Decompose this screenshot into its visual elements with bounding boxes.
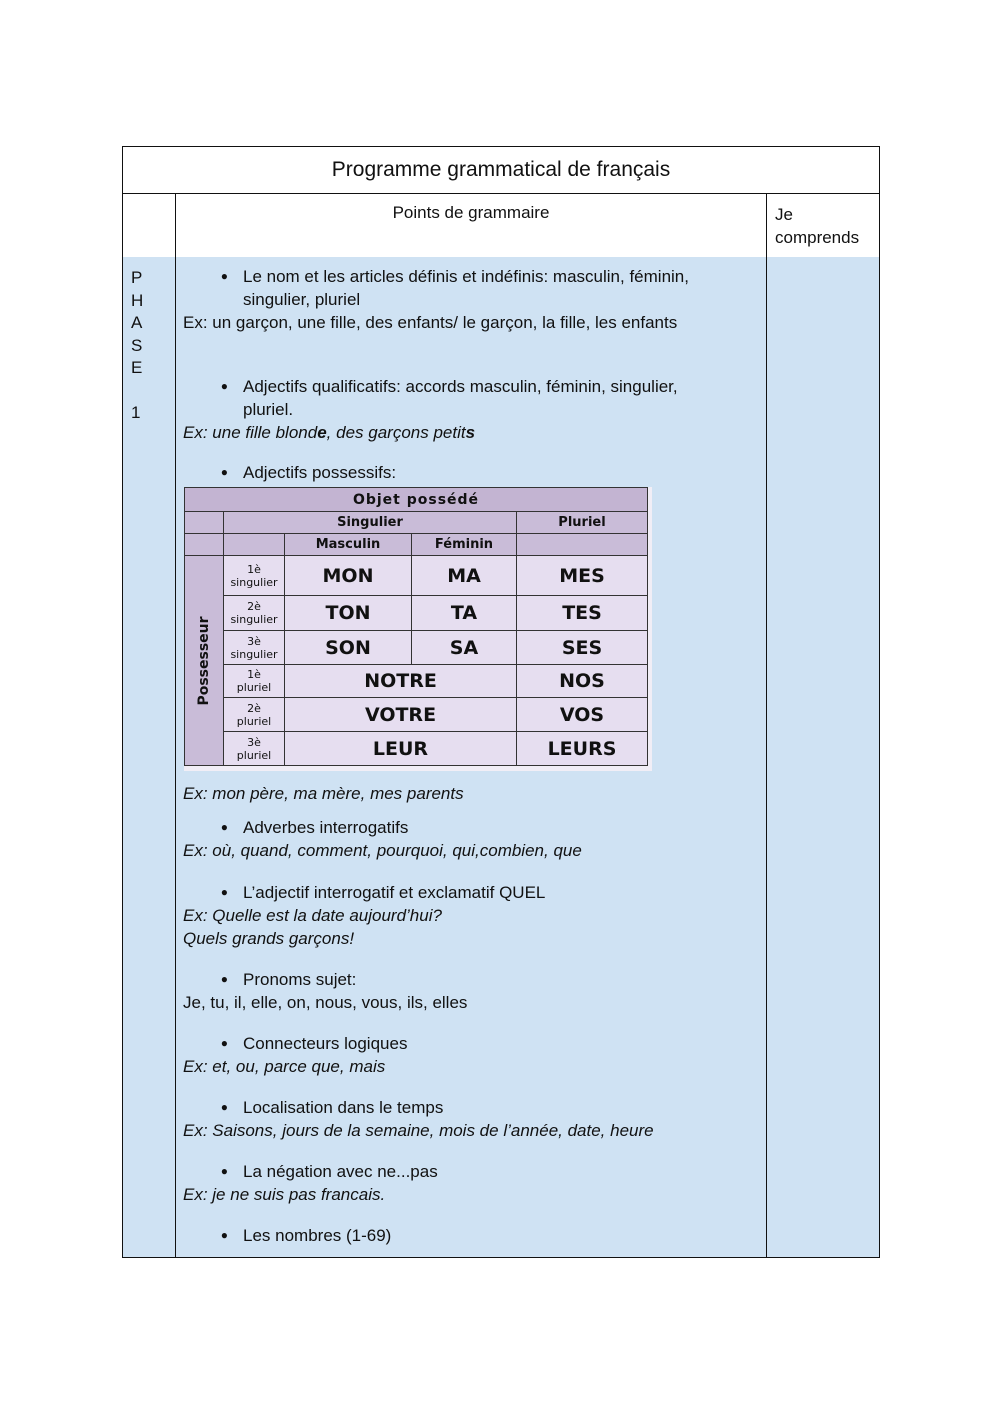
example-text: Quels grands garçons! <box>183 929 355 948</box>
possessive-form: SON <box>285 631 412 665</box>
header-points-de-grammaire: Points de grammaire <box>175 193 767 258</box>
grammar-point-cont: singulier, pluriel <box>243 290 361 309</box>
grammar-row-nombres <box>175 1216 880 1258</box>
phase-letter: H <box>131 290 144 310</box>
grammar-point: Connecteurs logiques <box>243 1034 408 1053</box>
grammar-row-adjectifs-possessifs <box>175 453 880 809</box>
example-text: Je, tu, il, elle, on, nous, vous, ils, elles <box>183 993 468 1012</box>
understood-cell[interactable] <box>766 1152 768 1216</box>
understood-cell[interactable] <box>766 1088 768 1152</box>
understood-cell[interactable] <box>766 257 768 367</box>
phase-number: 1 <box>131 402 141 422</box>
possessive-form: TA <box>412 596 517 631</box>
page-title: Programme grammatical de français <box>122 146 880 194</box>
understood-cell[interactable] <box>766 808 768 873</box>
person-label: 1è pluriel <box>224 665 285 698</box>
understood-cell[interactable] <box>766 1216 768 1257</box>
grammar-point: La négation avec ne...pas <box>243 1162 438 1181</box>
understood-cell[interactable] <box>766 960 768 1024</box>
bullet-icon: ● <box>220 269 228 283</box>
possessive-form: TES <box>517 596 648 631</box>
grammar-point: Les nombres (1-69) <box>243 1226 392 1245</box>
understood-cell[interactable] <box>766 1024 768 1088</box>
header-check-label-2: comprends <box>775 228 860 247</box>
grammar-row-localisation <box>175 1088 880 1153</box>
singulier-header: Singulier <box>224 512 517 534</box>
person-label: 2è singulier <box>224 596 285 631</box>
feminin-header: Féminin <box>412 534 517 556</box>
possessive-form: MA <box>412 556 517 596</box>
grammar-row-pronoms <box>175 960 880 1025</box>
grammar-point: Le nom et les articles définis et indéfinis: masculin, féminin, <box>243 267 689 286</box>
bullet-icon: ● <box>220 1164 228 1178</box>
grammar-point-cont: pluriel. <box>243 400 294 419</box>
objet-possede-header: Objet possédé <box>185 488 648 512</box>
possessive-form: LEURS <box>517 732 648 766</box>
bullet-icon: ● <box>220 465 228 479</box>
grammar-point: L’adjectif interrogatif et exclamatif QUEL <box>243 883 546 902</box>
grammar-row-adverbes <box>175 808 880 874</box>
understood-cell[interactable] <box>766 873 768 960</box>
header-je-comprends <box>766 193 880 258</box>
example-text: Ex: un garçon, une fille, des enfants/ le garçon, la fille, les enfants <box>183 313 678 332</box>
grammar-row-articles <box>175 257 880 368</box>
possessive-form: NOTRE <box>285 665 517 698</box>
grammar-row-connecteurs <box>175 1024 880 1089</box>
phase-letter: A <box>131 313 143 332</box>
example-text: Ex: Saisons, jours de la semaine, mois de l’année, date, heure <box>183 1121 654 1140</box>
grammar-point: Pronoms sujet: <box>243 970 357 989</box>
person-label: 2è pluriel <box>224 698 285 732</box>
understood-cell[interactable] <box>766 367 768 453</box>
bullet-icon: ● <box>220 885 228 899</box>
understood-cell[interactable] <box>766 453 768 808</box>
bullet-icon: ● <box>220 1100 228 1114</box>
possesseur-label: Possesseur <box>196 615 212 706</box>
person-label: 3è singulier <box>224 631 285 665</box>
grammar-row-adjectifs-qualificatifs <box>175 367 880 454</box>
example-text: Ex: une fille blonde, des garçons petits <box>183 423 476 442</box>
grammar-point: Adjectifs possessifs: <box>243 463 397 482</box>
example-text: Ex: où, quand, comment, pourquoi, qui,combien, que <box>183 841 582 860</box>
example-text: Ex: mon père, ma mère, mes parents <box>183 784 464 803</box>
bullet-icon: ● <box>220 379 228 393</box>
possessive-table-image <box>184 487 652 771</box>
grammar-point: Adjectifs qualificatifs: accords masculin, féminin, singulier, <box>243 377 678 396</box>
example-text: Ex: et, ou, parce que, mais <box>183 1057 386 1076</box>
person-label: 3è pluriel <box>224 732 285 766</box>
possessive-form: VOS <box>517 698 648 732</box>
possessive-form: LEUR <box>285 732 517 766</box>
pluriel-header: Pluriel <box>517 512 648 534</box>
header-blank-cell <box>122 193 176 258</box>
phase-letter: S <box>131 335 143 355</box>
possessive-form: SA <box>412 631 517 665</box>
header-check-label-1: Je <box>775 205 793 224</box>
masculin-header: Masculin <box>285 534 412 556</box>
bullet-icon: ● <box>220 1228 228 1242</box>
phase-letter: P <box>131 268 143 287</box>
possessive-form: VOTRE <box>285 698 517 732</box>
person-label: 1è singulier <box>224 556 285 596</box>
grammar-row-negation <box>175 1152 880 1217</box>
grammar-point: Adverbes interrogatifs <box>243 818 409 837</box>
possessive-form: TON <box>285 596 412 631</box>
phase-letter: E <box>131 358 143 377</box>
bullet-icon: ● <box>220 820 228 834</box>
phase-column <box>122 257 176 1258</box>
possessive-form: SES <box>517 631 648 665</box>
example-text: Ex: Quelle est la date aujourd’hui? <box>183 906 442 925</box>
possessive-form: MES <box>517 556 648 596</box>
grammar-point: Localisation dans le temps <box>243 1098 444 1117</box>
possessive-form: NOS <box>517 665 648 698</box>
possessive-form: MON <box>285 556 412 596</box>
example-text: Ex: je ne suis pas francais. <box>183 1185 386 1204</box>
bullet-icon: ● <box>220 1036 228 1050</box>
possesseur-label-cell <box>185 556 224 766</box>
bullet-icon: ● <box>220 972 228 986</box>
grammar-row-quel <box>175 873 880 961</box>
